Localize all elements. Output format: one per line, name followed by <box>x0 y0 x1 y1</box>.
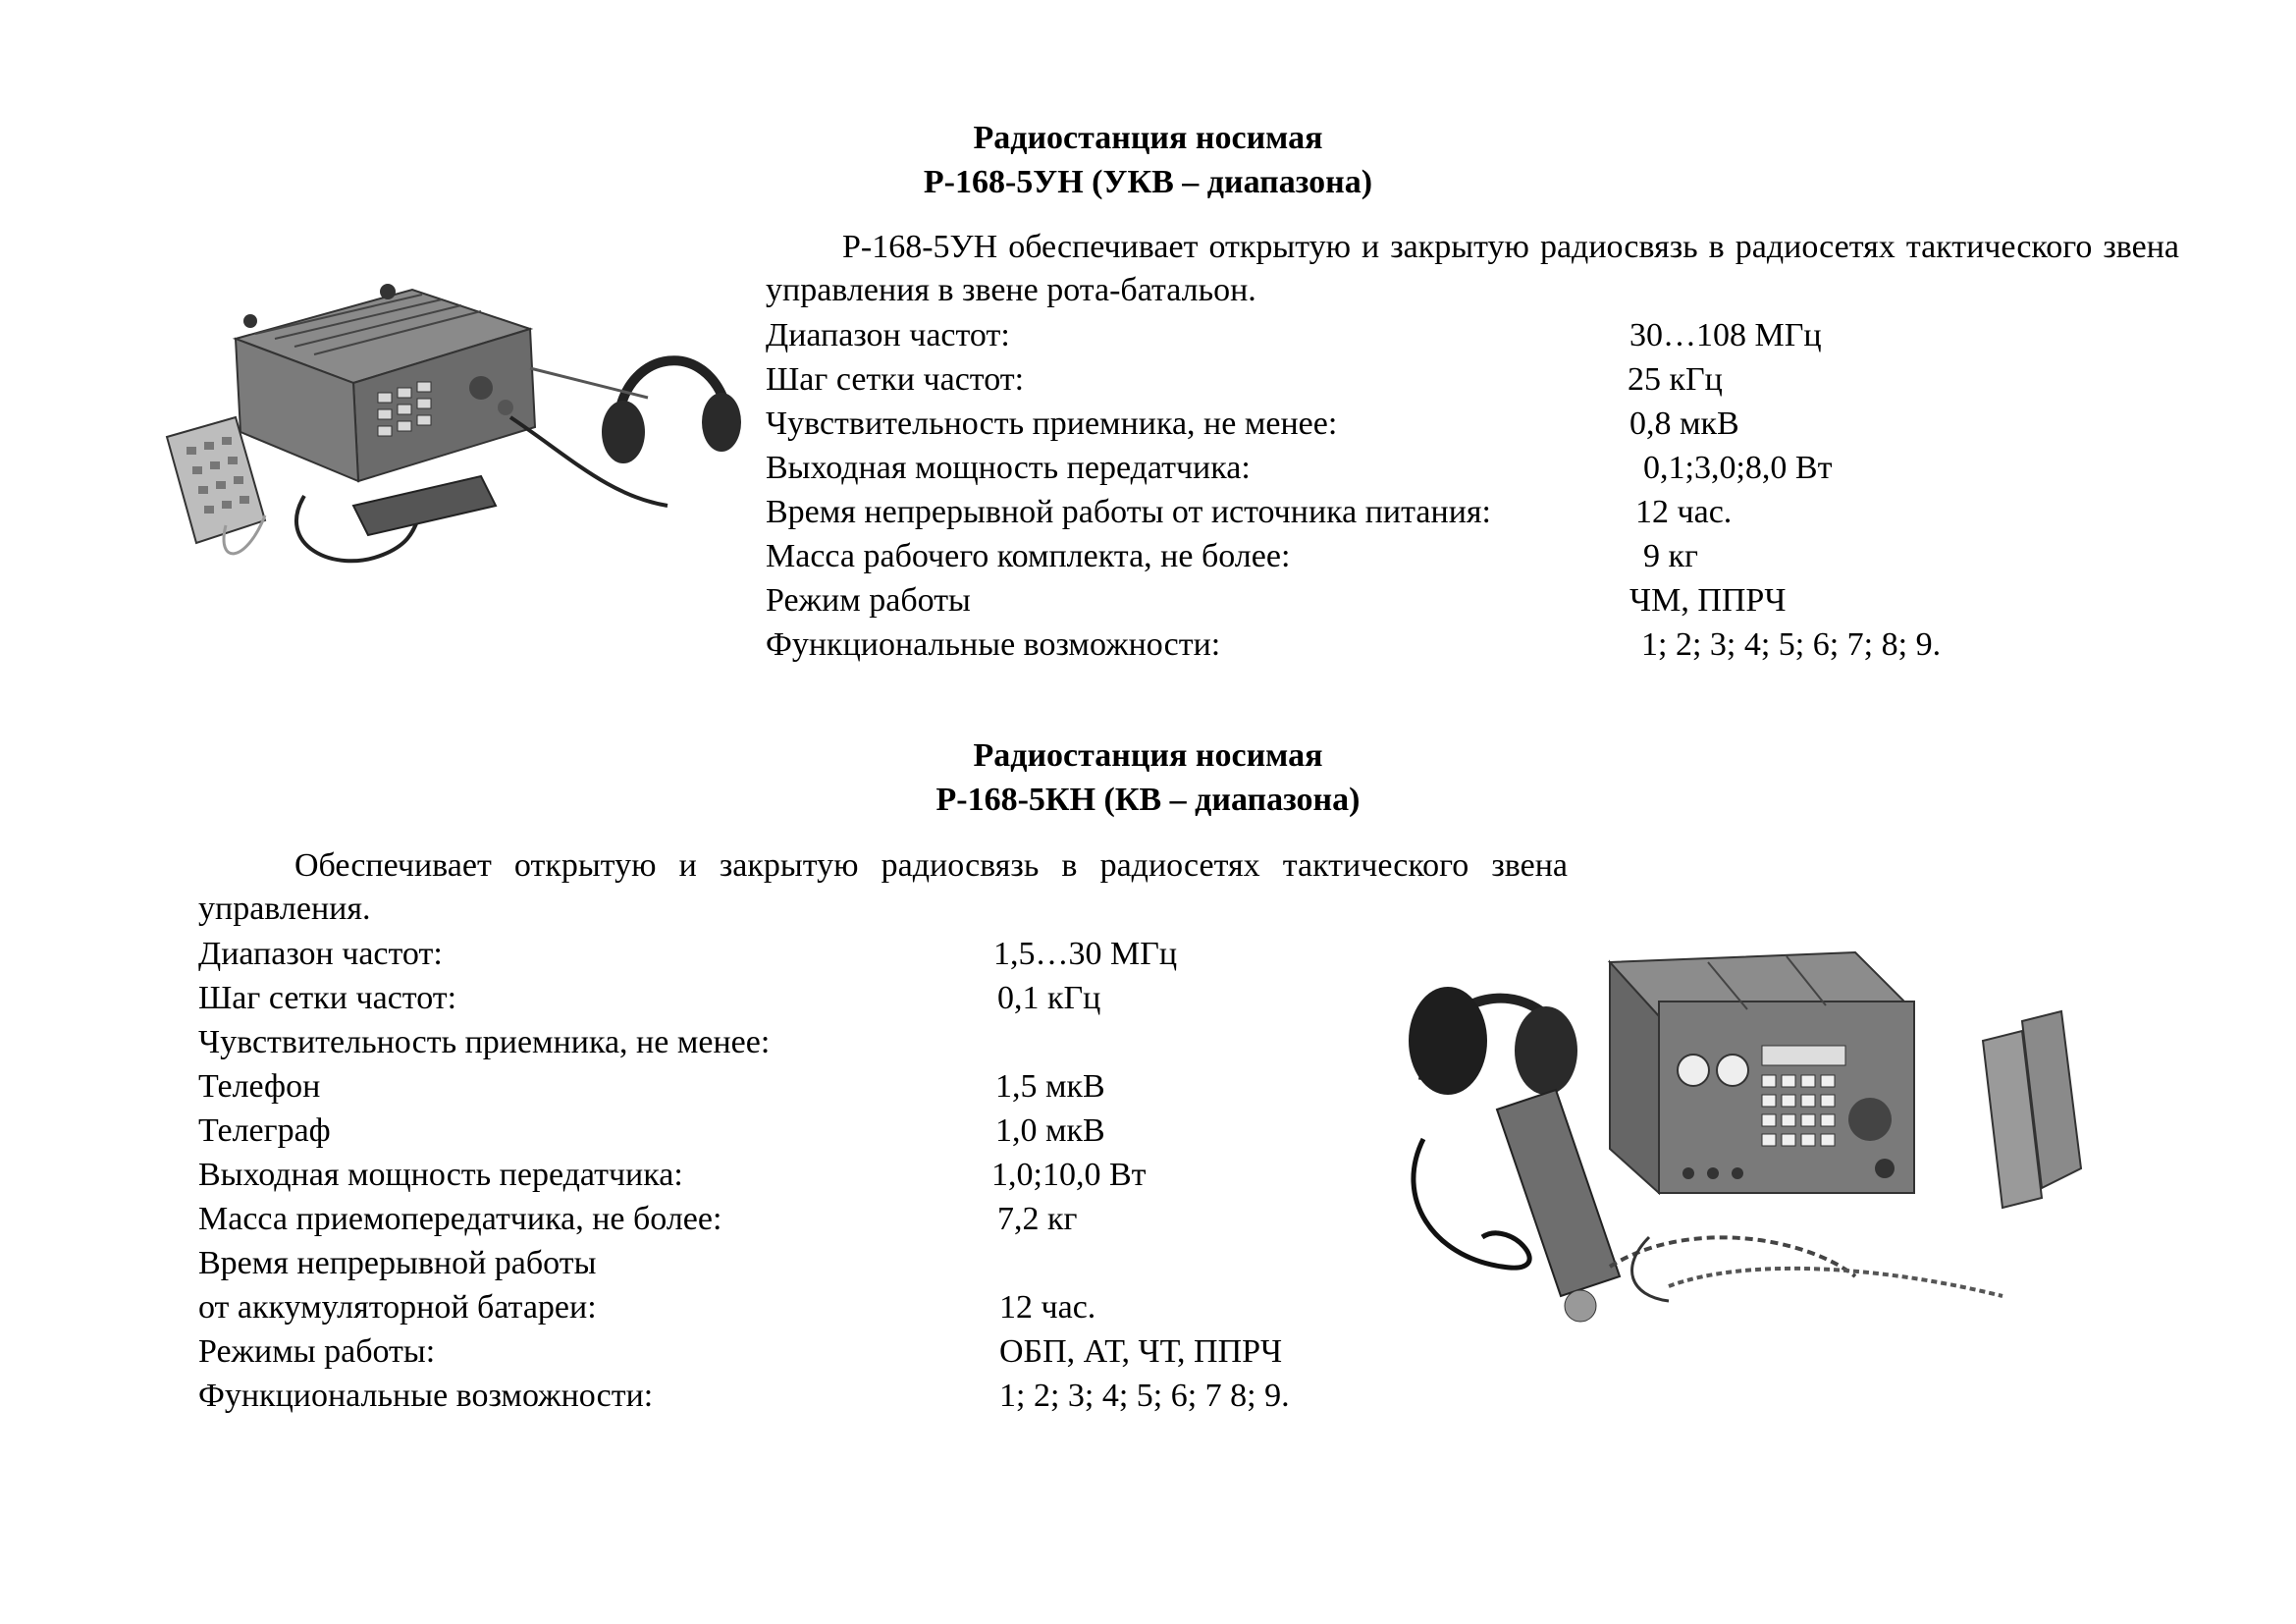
section1-title-line2: Р-168-5УН (УКВ – диапазона) <box>923 164 1373 200</box>
spec-label: Функциональные возможности: <box>766 626 1221 663</box>
section1-intro: Р-168-5УН обеспечивает открытую и закрытую радиосвязь в радиосетях тактического звена управления в звене рота-батальон. <box>766 229 2179 308</box>
spec-value: 1; 2; 3; 4; 5; 6; 7 8; 9. <box>999 1378 1290 1414</box>
spec-label: Выходная мощность передатчика: <box>198 1157 683 1193</box>
spec-label: от аккумуляторной батареи: <box>198 1289 597 1326</box>
spec-value: 7,2 кг <box>997 1201 1078 1237</box>
spec-label: Диапазон частот: <box>198 936 443 972</box>
spec-label: Функциональные возможности: <box>198 1378 654 1414</box>
spec-value: 1,5…30 МГц <box>993 936 1178 972</box>
spec-value: 1,5 мкВ <box>995 1068 1105 1105</box>
spec-label: Чувствительность приемника, не менее: <box>766 406 1338 442</box>
section2-title-line1: Радиостанция носимая <box>973 737 1323 774</box>
spec-label: Режимы работы: <box>198 1333 436 1370</box>
spec-label: Диапазон частот: <box>766 317 1010 353</box>
spec-label: Шаг сетки частот: <box>198 980 457 1016</box>
radio-r168-5kn-photo <box>1394 943 2179 1355</box>
spec-value: 0,1 кГц <box>997 980 1101 1016</box>
spec-value: 0,8 мкВ <box>1629 406 1739 442</box>
spec-label: Режим работы <box>766 582 971 619</box>
spec-label: Шаг сетки частот: <box>766 361 1025 398</box>
spec-value: ОБП, АТ, ЧТ, ППРЧ <box>999 1333 1283 1370</box>
spec-value: 1,0 мкВ <box>995 1112 1105 1149</box>
spec-value: 30…108 МГц <box>1629 317 1822 353</box>
spec-value: ЧМ, ППРЧ <box>1629 582 1787 619</box>
spec-label: Телеграф <box>198 1112 331 1149</box>
section2-title-line2: Р-168-5КН (КВ – диапазона) <box>935 782 1361 818</box>
section2-intro: Обеспечивает открытую и закрытую радиосвязь в радиосетях тактического звена управления. <box>198 847 1568 927</box>
spec-label: Время непрерывной работы <box>198 1245 597 1281</box>
spec-label: Масса приемопередатчика, не более: <box>198 1201 722 1237</box>
spec-label: Время непрерывной работы от источника питания: <box>766 494 1491 530</box>
spec-value: 12 час. <box>999 1289 1096 1326</box>
spec-value: 25 кГц <box>1628 361 1723 398</box>
spec-label: Чувствительность приемника, не менее: <box>198 1024 771 1060</box>
spec-label: Телефон <box>198 1068 321 1105</box>
spec-value: 1,0;10,0 Вт <box>991 1157 1147 1193</box>
radio-r168-5un-photo <box>157 270 746 584</box>
section1-title-line1: Радиостанция носимая <box>973 120 1323 156</box>
spec-value: 1; 2; 3; 4; 5; 6; 7; 8; 9. <box>1641 626 1942 663</box>
spec-label: Выходная мощность передатчика: <box>766 450 1251 486</box>
spec-value: 9 кг <box>1643 538 1698 574</box>
spec-value: 0,1;3,0;8,0 Вт <box>1643 450 1833 486</box>
spec-value: 12 час. <box>1635 494 1733 530</box>
spec-label: Масса рабочего комплекта, не более: <box>766 538 1291 574</box>
